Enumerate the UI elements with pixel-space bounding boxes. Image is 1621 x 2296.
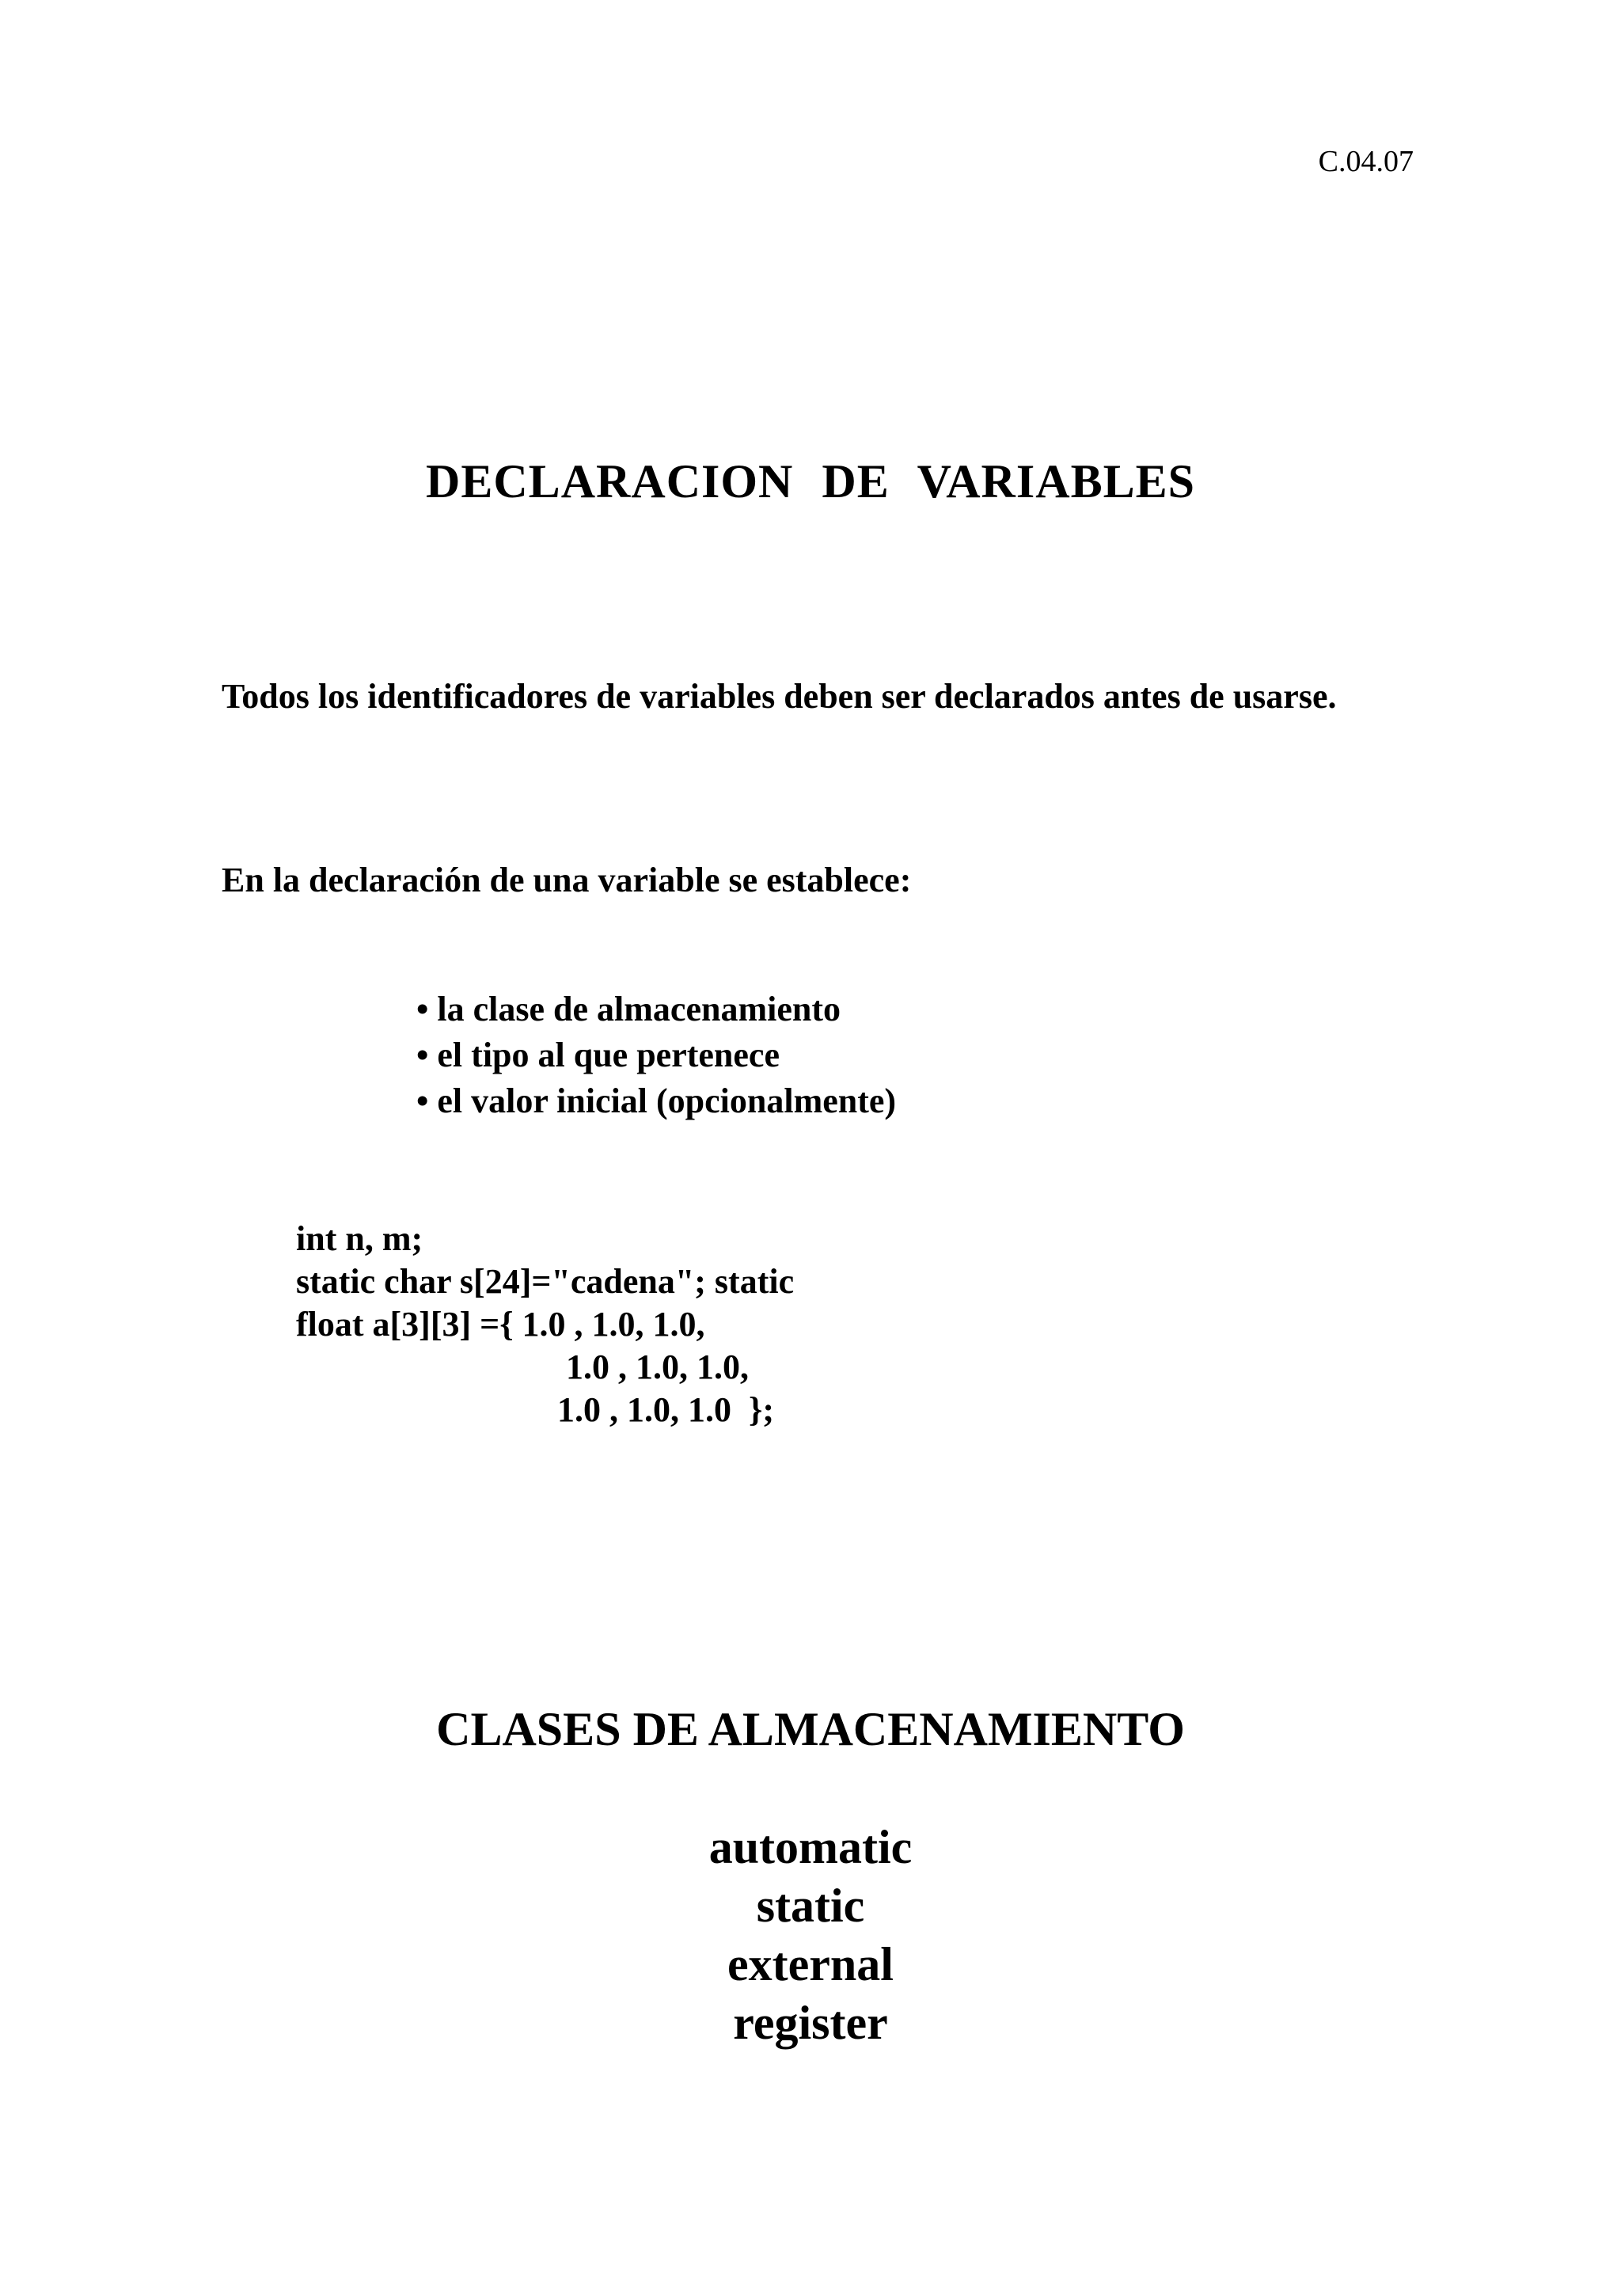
storage-class-item: automatic xyxy=(708,1821,913,1873)
declaration-paragraph: En la declaración de una variable se establece: xyxy=(222,861,912,899)
code-line: float a[3][3] ={ 1.0 , 1.0, 1.0, xyxy=(296,1305,705,1344)
storage-class-list xyxy=(0,1818,1621,2052)
bullet-item: • el tipo al que pertenece xyxy=(416,1032,896,1078)
storage-class-item: static xyxy=(756,1880,865,1932)
intro-paragraph: Todos los identificadores de variables deben ser declarados antes de usarse. xyxy=(222,677,1337,716)
code-line: int n, m; xyxy=(296,1219,423,1258)
page-code: C.04.07 xyxy=(1318,145,1414,178)
bullet-item: • el valor inicial (opcionalmente) xyxy=(416,1078,896,1124)
code-example xyxy=(296,1218,794,1431)
code-line: static char s[24]="cadena"; static xyxy=(296,1262,795,1301)
code-line: 1.0 , 1.0, 1.0, xyxy=(296,1348,749,1386)
storage-class-item: register xyxy=(733,1997,888,2049)
section-title: CLASES DE ALMACENAMIENTO xyxy=(436,1703,1185,1755)
code-line: 1.0 , 1.0, 1.0 }; xyxy=(296,1390,774,1429)
declaration-bullet-list xyxy=(416,986,896,1124)
bullet-item: • la clase de almacenamiento xyxy=(416,986,896,1032)
page-title: DECLARACION DE VARIABLES xyxy=(426,455,1195,507)
storage-class-item: external xyxy=(727,1938,894,1990)
